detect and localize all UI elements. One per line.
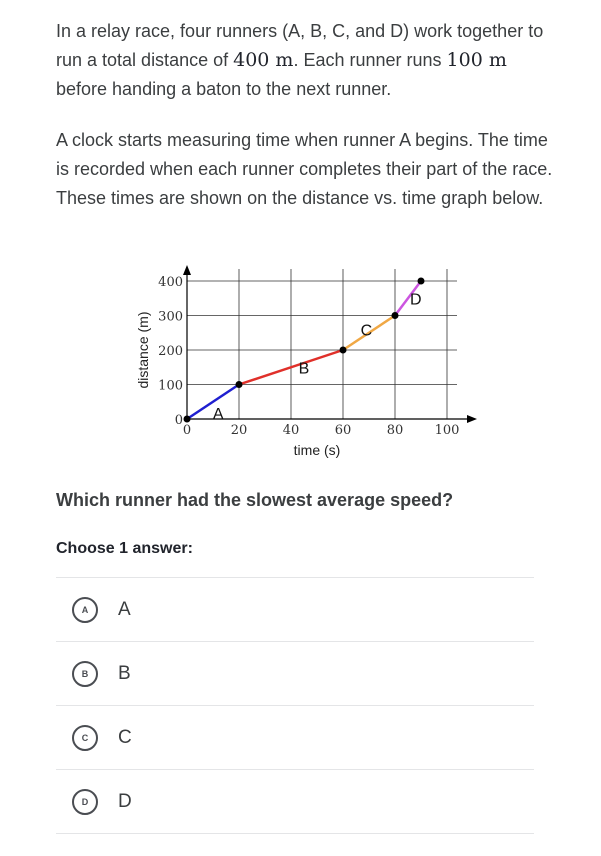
data-point <box>340 347 347 354</box>
segment-label: D <box>410 291 422 309</box>
x-tick-label: 60 <box>334 423 352 438</box>
radio-bubble-icon[interactable]: B <box>72 661 98 687</box>
y-tick-label: 100 <box>158 378 183 394</box>
intro-paragraph-1 <box>56 17 556 104</box>
intro-text: before handing a baton to the next runner. <box>56 79 392 99</box>
choice-a[interactable] <box>56 577 534 641</box>
segment-label: C <box>360 322 373 340</box>
radio-bubble-icon[interactable]: C <box>72 725 98 751</box>
intro-text: . Each runner runs <box>293 50 447 70</box>
choose-label: Choose 1 answer: <box>56 540 193 557</box>
math-400m: 400 m <box>233 49 294 71</box>
choice-b[interactable] <box>56 641 534 705</box>
math-100m: 100 m <box>446 49 507 71</box>
choice-label: C <box>118 726 132 748</box>
data-point <box>418 278 425 285</box>
question-text: Which runner had the slowest average speed? <box>56 490 454 510</box>
radio-bubble-icon[interactable]: A <box>72 597 98 623</box>
segment-label: A <box>212 405 224 423</box>
choice-c[interactable] <box>56 705 534 769</box>
x-axis-arrow-icon <box>467 415 477 423</box>
data-point <box>184 416 191 423</box>
x-tick-label: 80 <box>386 423 404 438</box>
segment-label: B <box>298 360 310 378</box>
y-tick-label: 300 <box>158 309 183 325</box>
y-axis-label: distance (m) <box>135 311 151 389</box>
x-axis-label: time (s) <box>293 442 341 458</box>
intro-text: In a relay race, four runners (A, B, C, and D) work together to run a total distance of <box>56 21 544 70</box>
choice-d[interactable] <box>56 769 534 834</box>
x-tick-label: 100 <box>434 423 460 438</box>
intro-paragraph-2: A clock starts measuring time when runner A begins. The time is recorded when each runner completes their part of the race. These times are shown on the distance vs. time graph below. <box>56 130 553 208</box>
data-point <box>392 312 399 319</box>
y-tick-label: 400 <box>158 275 183 290</box>
y-tick-label: 200 <box>158 344 183 359</box>
x-tick-label: 0 <box>182 423 192 438</box>
x-tick-label: 20 <box>230 423 248 438</box>
choice-label: A <box>118 598 131 620</box>
choice-label: D <box>118 790 132 812</box>
y-axis-arrow-icon <box>183 265 191 275</box>
x-tick-label: 40 <box>282 423 300 438</box>
data-point <box>236 381 243 388</box>
answer-choices <box>56 577 534 834</box>
choice-label: B <box>118 662 131 684</box>
distance-time-chart <box>128 262 478 472</box>
radio-bubble-icon[interactable]: D <box>72 789 98 815</box>
y-tick-label: 0 <box>174 413 183 428</box>
